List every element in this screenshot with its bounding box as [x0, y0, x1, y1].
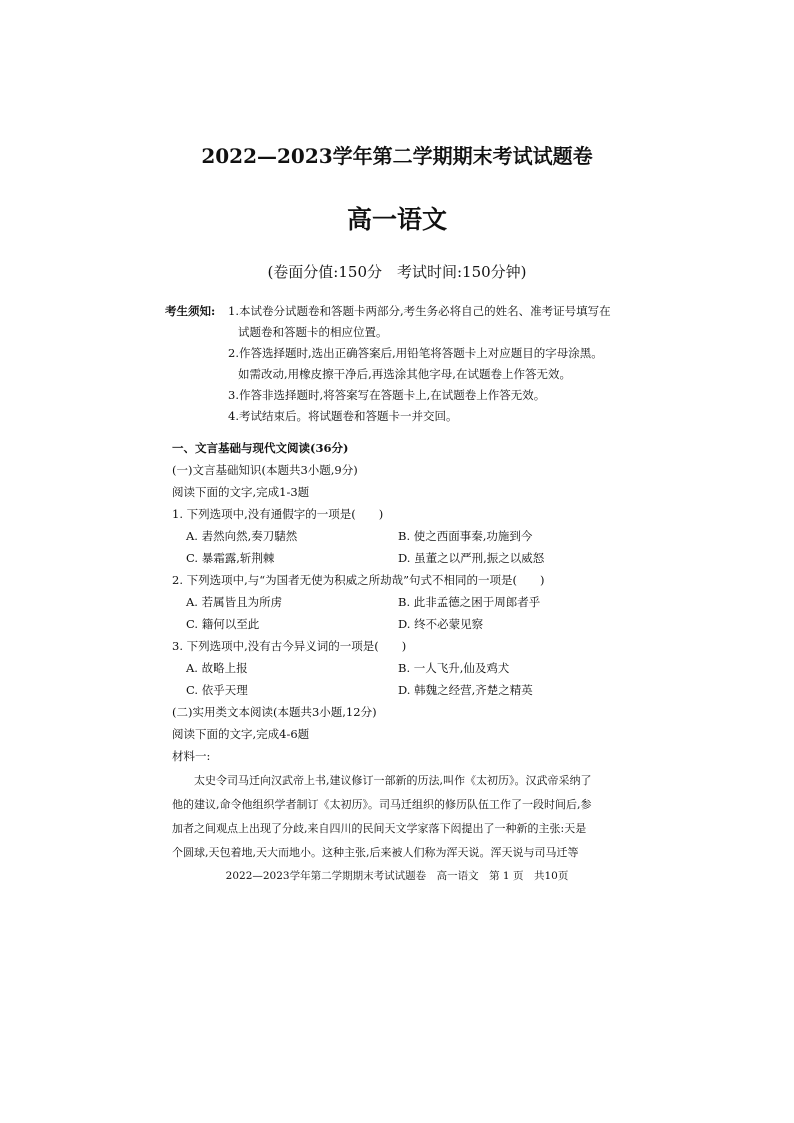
paragraph-line: 加者之间观点上出现了分歧,来自四川的民间天文学家落下闳提出了一种新的主张:天是 [172, 822, 587, 835]
notice-line: 如需改动,用橡皮擦干净后,再选涂其他字母,在试题卷上作答无效。 [238, 367, 571, 381]
option-a: A. 故略上报 [186, 661, 248, 675]
question-stem: 3. 下列选项中,没有古今异义词的一项是( ) [172, 639, 407, 653]
option-d: D. 虽董之以严刑,振之以威怒 [398, 551, 545, 565]
option-a: A. 若属皆且为所虏 [186, 595, 283, 609]
option-b: B. 此非孟德之困于周郎者乎 [398, 595, 541, 609]
option-d: D. 韩魏之经营,齐楚之精英 [398, 683, 533, 697]
reading-instruction: 阅读下面的文字,完成1-3题 [172, 485, 310, 499]
notice-label: 考生须知: [165, 304, 216, 318]
exam-info: (卷面分值:150分 考试时间:150分钟) [267, 263, 527, 281]
section-heading: 一、文言基础与现代文阅读(36分) [172, 441, 349, 455]
paragraph-line: 他的建议,命令他组织学者制订《太初历》。司马迁组织的修历队伍工作了一段时间后,参 [172, 798, 592, 811]
notice-line: 3.作答非选择题时,将答案写在答题卡上,在试题卷上作答无效。 [228, 388, 546, 402]
paragraph-line: 太史令司马迁向汉武帝上书,建议修订一部新的历法,叫作《太初历》。汉武帝采纳了 [172, 774, 592, 787]
option-c: C. 暴霜露,斩荆棘 [186, 551, 275, 565]
option-b: B. 使之西面事秦,功施到今 [398, 529, 533, 543]
question-stem: 1. 下列选项中,没有通假字的一项是( ) [172, 507, 384, 521]
subsection-heading: (二)实用类文本阅读(本题共3小题,12分) [172, 705, 377, 719]
option-c: C. 籍何以至此 [186, 617, 260, 631]
subject-title: 高一语文 [346, 205, 447, 234]
notice-line: 1.本试卷分试题卷和答题卡两部分,考生务必将自己的姓名、准考证号填写在 [228, 304, 611, 318]
paragraph-line: 个圆球,天包着地,天大而地小。这种主张,后来被人们称为浑天说。浑天说与司马迁等 [172, 846, 579, 859]
page-footer: 2022—2023学年第二学期期末考试试题卷 高一语文 第 1 页 共10页 [225, 870, 569, 882]
notice-line: 2.作答选择题时,选出正确答案后,用铅笔将答题卡上对应题目的字母涂黑。 [228, 346, 603, 360]
material-label: 材料一: [172, 749, 211, 763]
notice-line: 试题卷和答题卡的相应位置。 [238, 325, 388, 339]
reading-instruction: 阅读下面的文字,完成4-6题 [172, 727, 310, 741]
option-d: D. 终不必蒙见察 [398, 617, 484, 631]
option-c: C. 依乎天理 [186, 683, 248, 697]
option-a: A. 砉然向然,奏刀騞然 [186, 529, 298, 543]
question-stem: 2. 下列选项中,与“为国者无使为积威之所劫哉”句式不相同的一项是( ) [172, 573, 545, 587]
notice-line: 4.考试结束后。将试题卷和答题卡一并交回。 [228, 409, 458, 423]
option-b: B. 一人飞升,仙及鸡犬 [398, 661, 510, 675]
exam-title: 2022—2023学年第二学期期末考试试题卷 [201, 144, 593, 168]
subsection-heading: (一)文言基础知识(本题共3小题,9分) [172, 463, 358, 477]
